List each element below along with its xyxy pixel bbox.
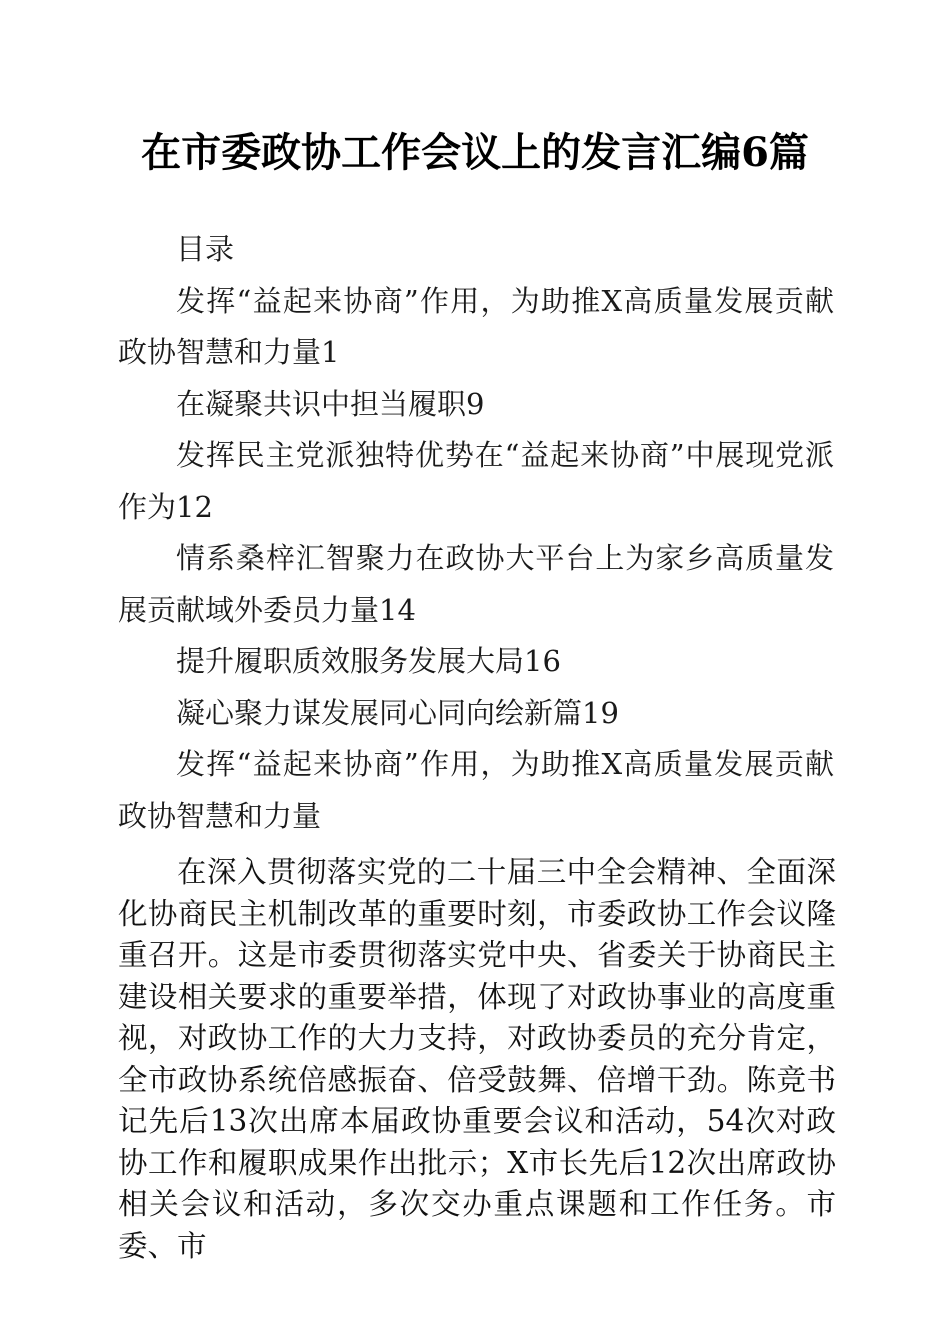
section-heading: 发挥“益起来协商”作用，为助推X高质量发展贡献政协智慧和力量	[118, 747, 834, 833]
page-title: 在市委政协工作会议上的发言汇编6篇	[141, 129, 809, 176]
toc-entry-2[interactable]: 在凝聚共识中担当履职9	[176, 386, 485, 421]
toc-entry-5[interactable]: 提升履职质效服务发展大局16	[176, 644, 561, 678]
toc-entry-6[interactable]: 凝心聚力谋发展同心同向绘新篇19	[176, 695, 619, 730]
body-paragraph-1: 在深入贯彻落实党的二十届三中全会精神、全面深化协商民主机制改革的重要时刻，市委政协工作会议隆重召开。这是市委贯彻落实党中央、省委关于协商民主建设相关要求的重要举措，体现了对政协事业的高度重视，对政协工作的大力支持，对政协委员的充分肯定，全市政协系统倍感振奋、倍受鼓舞、倍增干劲。陈竞书记先后13次出席本届政协重要会议和活动，54次对政协工作和履职成果作出批示；X市长先后12次出席政协相关会议和活动，多次交办重点课题和工作任务。市委、市	[118, 855, 836, 1263]
table-of-contents	[118, 224, 834, 842]
body-content	[118, 852, 834, 1267]
toc-entry-1[interactable]: 发挥“益起来协商”作用，为助推X高质量发展贡献政协智慧和力量1	[118, 283, 834, 369]
toc-heading: 目录	[176, 232, 235, 266]
toc-entry-3[interactable]: 发挥民主党派独特优势在“益起来协商”中展现党派作为12	[118, 438, 834, 524]
toc-entry-4[interactable]: 情系桑梓汇智聚力在政协大平台上为家乡高质量发展贡献域外委员力量14	[118, 541, 834, 627]
text-column	[118, 224, 834, 1267]
